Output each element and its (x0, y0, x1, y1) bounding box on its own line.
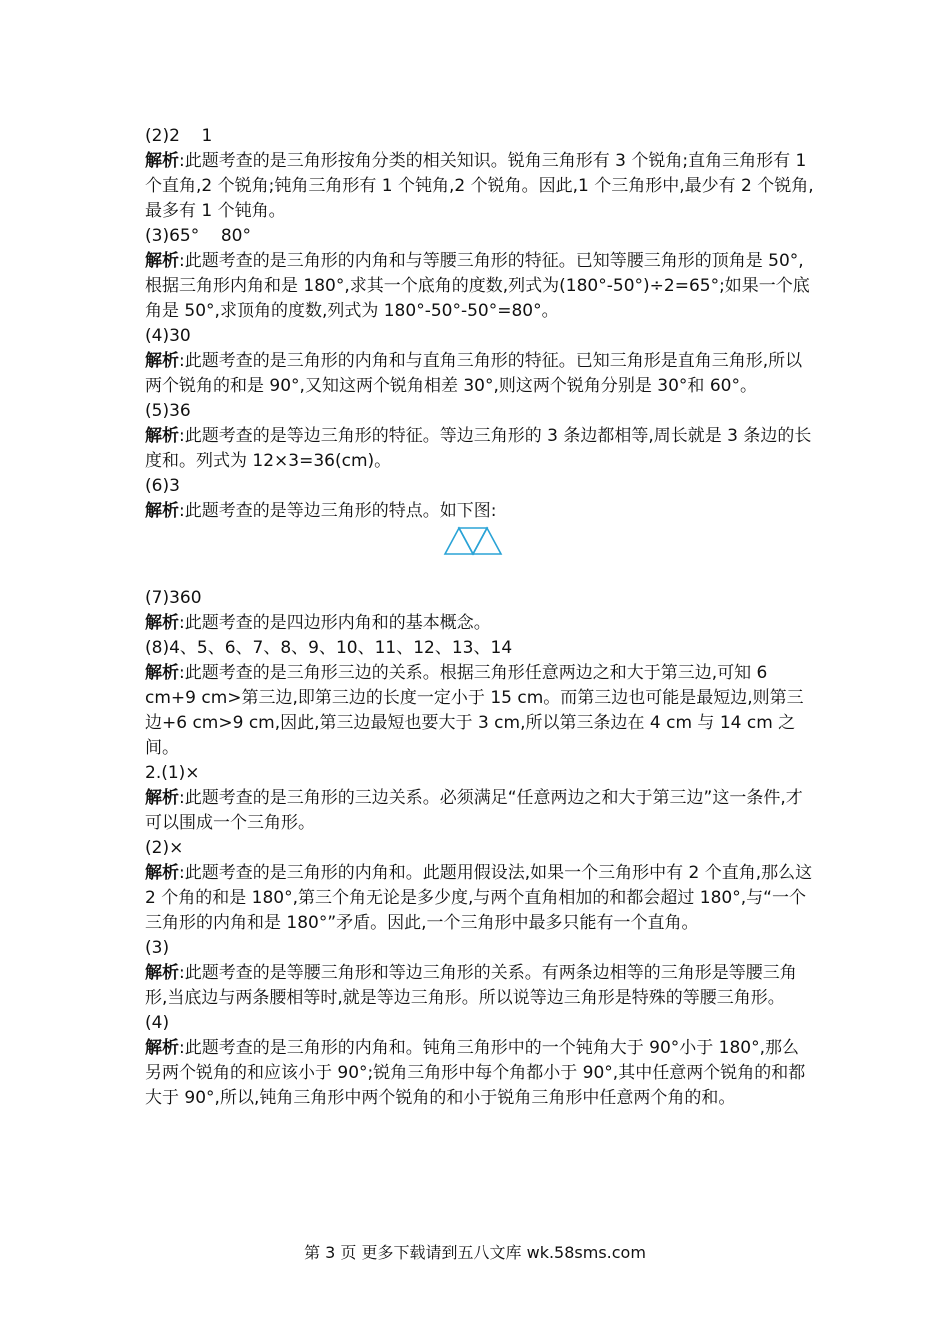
triangle-left (445, 528, 473, 554)
analysis-text: :此题考查的是等腰三角形和等边三角形的关系。有两条边相等的三角形是等腰三角形,当底边与两条腰相等时,就是等边三角形。所以说等边三角形是特殊的等腰三角形。 (145, 963, 797, 1008)
answer-line: (8)4、5、6、7、8、9、10、11、12、13、14 (145, 638, 513, 658)
analysis-label: 解析 (145, 1038, 179, 1058)
analysis-text: :此题考查的是等边三角形的特征。等边三角形的 3 条边都相等,周长就是 3 条边的长度和。列式为 12×3=36(cm)。 (145, 426, 812, 471)
answer-line: (2)2 1 (145, 126, 213, 146)
answer-line: (4)30 (145, 326, 191, 346)
item-2-4 (145, 324, 815, 399)
analysis-text: :此题考查的是三角形的内角和。此题用假设法,如果一个三角形中有 2 个直角,那么这 2 个角的和是 180°,第三个角无论是多少度,与两个直角相加的和都会超过 180°,与“一个三角形的内角和是 180°”矛盾。因此,一个三角形中最多只能有一个直角。 (145, 863, 818, 933)
analysis-text: :此题考查的是四边形内角和的基本概念。 (179, 613, 491, 633)
analysis-text: :此题考查的是等边三角形的特点。如下图: (179, 501, 497, 521)
analysis-label: 解析 (145, 613, 179, 633)
analysis-text: :此题考查的是三角形三边的关系。根据三角形任意两边之和大于第三边,可知 6 cm+9 cm>第三边,即第三边的长度一定小于 15 cm。而第三边也可能是最短边,则第三边+6 cm>9 cm,因此,第三边最短也要大于 3 cm,所以第三条边在 4 cm 与 14 cm 之间。 (145, 663, 804, 758)
item-2-6 (145, 474, 815, 524)
analysis-text: :此题考查的是三角形的内角和与等腰三角形的特征。已知等腰三角形的顶角是 50°,根据三角形内角和是 180°,求其一个底角的度数,列式为(180°-50°)÷2=65°;如果一个底角是 50°,求顶角的度数,列式为 180°-50°-50°=80°。 (145, 251, 810, 321)
analysis-label: 解析 (145, 788, 179, 808)
analysis-text: :此题考查的是三角形的内角和。钝角三角形中的一个钝角大于 90°小于 180°,那么另两个锐角的和应该小于 90°;锐角三角形中每个角都小于 90°,其中任意两个锐角的和都大于 90°,所以,钝角三角形中两个锐角的和小于锐角三角形中任意两个角的和。 (145, 1038, 806, 1108)
triangle-middle (459, 528, 487, 554)
answer-line: (6)3 (145, 476, 180, 496)
analysis-label: 解析 (145, 426, 179, 446)
item-2-8 (145, 636, 815, 761)
analysis-label: 解析 (145, 501, 179, 521)
analysis-label: 解析 (145, 351, 179, 371)
analysis-label: 解析 (145, 663, 179, 683)
analysis-text: :此题考查的是三角形的内角和与直角三角形的特征。已知三角形是直角三角形,所以两个锐角的和是 90°,又知这两个锐角相差 30°,则这两个锐角分别是 30°和 60°。 (145, 351, 803, 396)
answer-line: (3) (145, 938, 170, 958)
item-3-1 (145, 761, 815, 836)
item-3-4 (145, 1011, 815, 1111)
answer-line: (4) (145, 1013, 170, 1033)
page-footer: 第 3 页 更多下载请到五八文库 wk.58sms.com (304, 1243, 646, 1262)
analysis-label: 解析 (145, 151, 179, 171)
item-3-2 (145, 836, 818, 936)
item-2-3 (145, 224, 815, 324)
answer-line: (2)× (145, 838, 184, 858)
triangle-figure (145, 528, 815, 568)
answer-line: 2.(1)× (145, 763, 200, 783)
item-2-5 (145, 399, 815, 474)
three-triangles-diagram (443, 526, 507, 556)
document-body (145, 124, 818, 1111)
item-3-3 (145, 936, 815, 1011)
analysis-label: 解析 (145, 863, 179, 883)
analysis-text: :此题考查的是三角形按角分类的相关知识。锐角三角形有 3 个锐角;直角三角形有 1 个直角,2 个锐角;钝角三角形有 1 个钝角,2 个锐角。因此,1 个三角形中,最少有 2 个锐角,最多有 1 个钝角。 (145, 151, 814, 221)
answer-line: (3)65° 80° (145, 226, 251, 246)
answer-line: (5)36 (145, 401, 191, 421)
analysis-label: 解析 (145, 963, 179, 983)
triangle-right (473, 528, 501, 554)
analysis-label: 解析 (145, 251, 179, 271)
answer-line: (7)360 (145, 588, 202, 608)
analysis-text: :此题考查的是三角形的三边关系。必须满足“任意两边之和大于第三边”这一条件,才可以围成一个三角形。 (145, 788, 803, 833)
item-2-7 (145, 586, 815, 636)
item-2-2 (145, 124, 815, 224)
